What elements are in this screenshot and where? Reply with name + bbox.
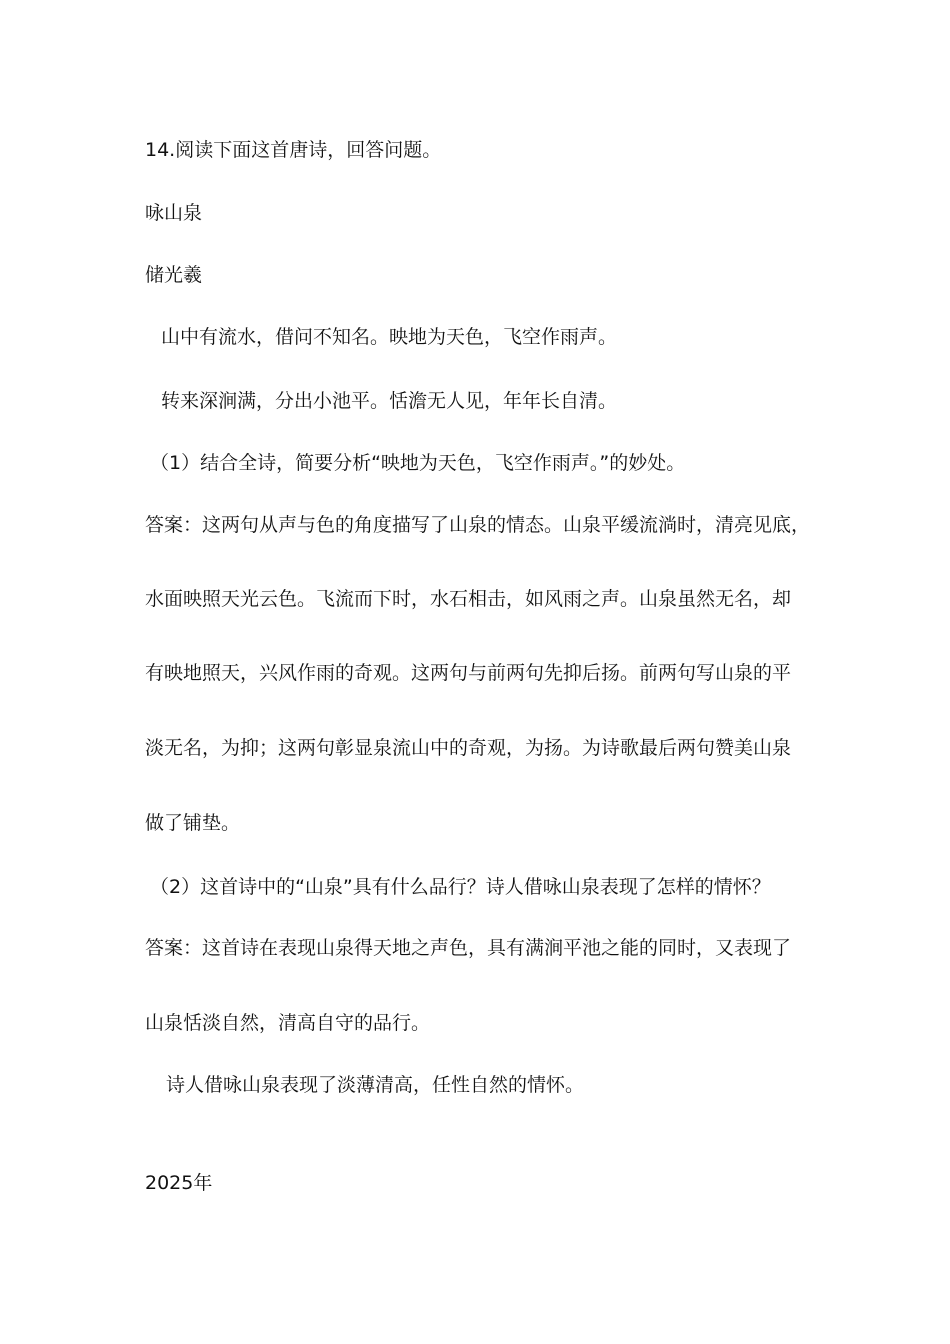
answer-1-line-3: 有映地照天，兴风作雨的奇观。这两句与前两句先抑后扬。前两句写山泉的平 bbox=[145, 662, 792, 684]
answer-2-line-3: 诗人借咏山泉表现了淡薄清高，任性自然的情怀。 bbox=[166, 1074, 585, 1096]
question-1-prompt: （1）结合全诗，简要分析“映地为天色，飞空作雨声。”的妙处。 bbox=[150, 452, 686, 474]
answer-1-line-2: 水面映照天光云色。飞流而下时，水石相击，如风雨之声。山泉虽然无名，却 bbox=[145, 588, 792, 610]
question-heading: 14.阅读下面这首唐诗，回答问题。 bbox=[145, 139, 442, 161]
poem-line-1: 山中有流水，借问不知名。映地为天色，飞空作雨声。 bbox=[161, 326, 618, 348]
answer-1-line-1: 答案：这两句从声与色的角度描写了山泉的情态。山泉平缓流淌时，清亮见底， bbox=[145, 514, 811, 536]
question-2-prompt: （2）这首诗中的“山泉”具有什么品行？诗人借咏山泉表现了怎样的情怀？ bbox=[150, 876, 771, 898]
poem-line-2: 转来深涧满，分出小池平。恬澹无人见，年年长自清。 bbox=[161, 390, 618, 412]
answer-1-line-4: 淡无名，为抑；这两句彰显泉流山中的奇观，为扬。为诗歌最后两句赞美山泉 bbox=[145, 737, 792, 759]
footer-year: 2025年 bbox=[145, 1172, 213, 1194]
answer-2-line-2: 山泉恬淡自然，清高自守的品行。 bbox=[145, 1012, 431, 1034]
answer-1-line-5: 做了铺垫。 bbox=[145, 812, 241, 834]
poem-title: 咏山泉 bbox=[145, 202, 203, 224]
poem-author: 储光羲 bbox=[145, 264, 203, 286]
answer-2-line-1: 答案：这首诗在表现山泉得天地之声色，具有满涧平池之能的同时，又表现了 bbox=[145, 937, 792, 959]
